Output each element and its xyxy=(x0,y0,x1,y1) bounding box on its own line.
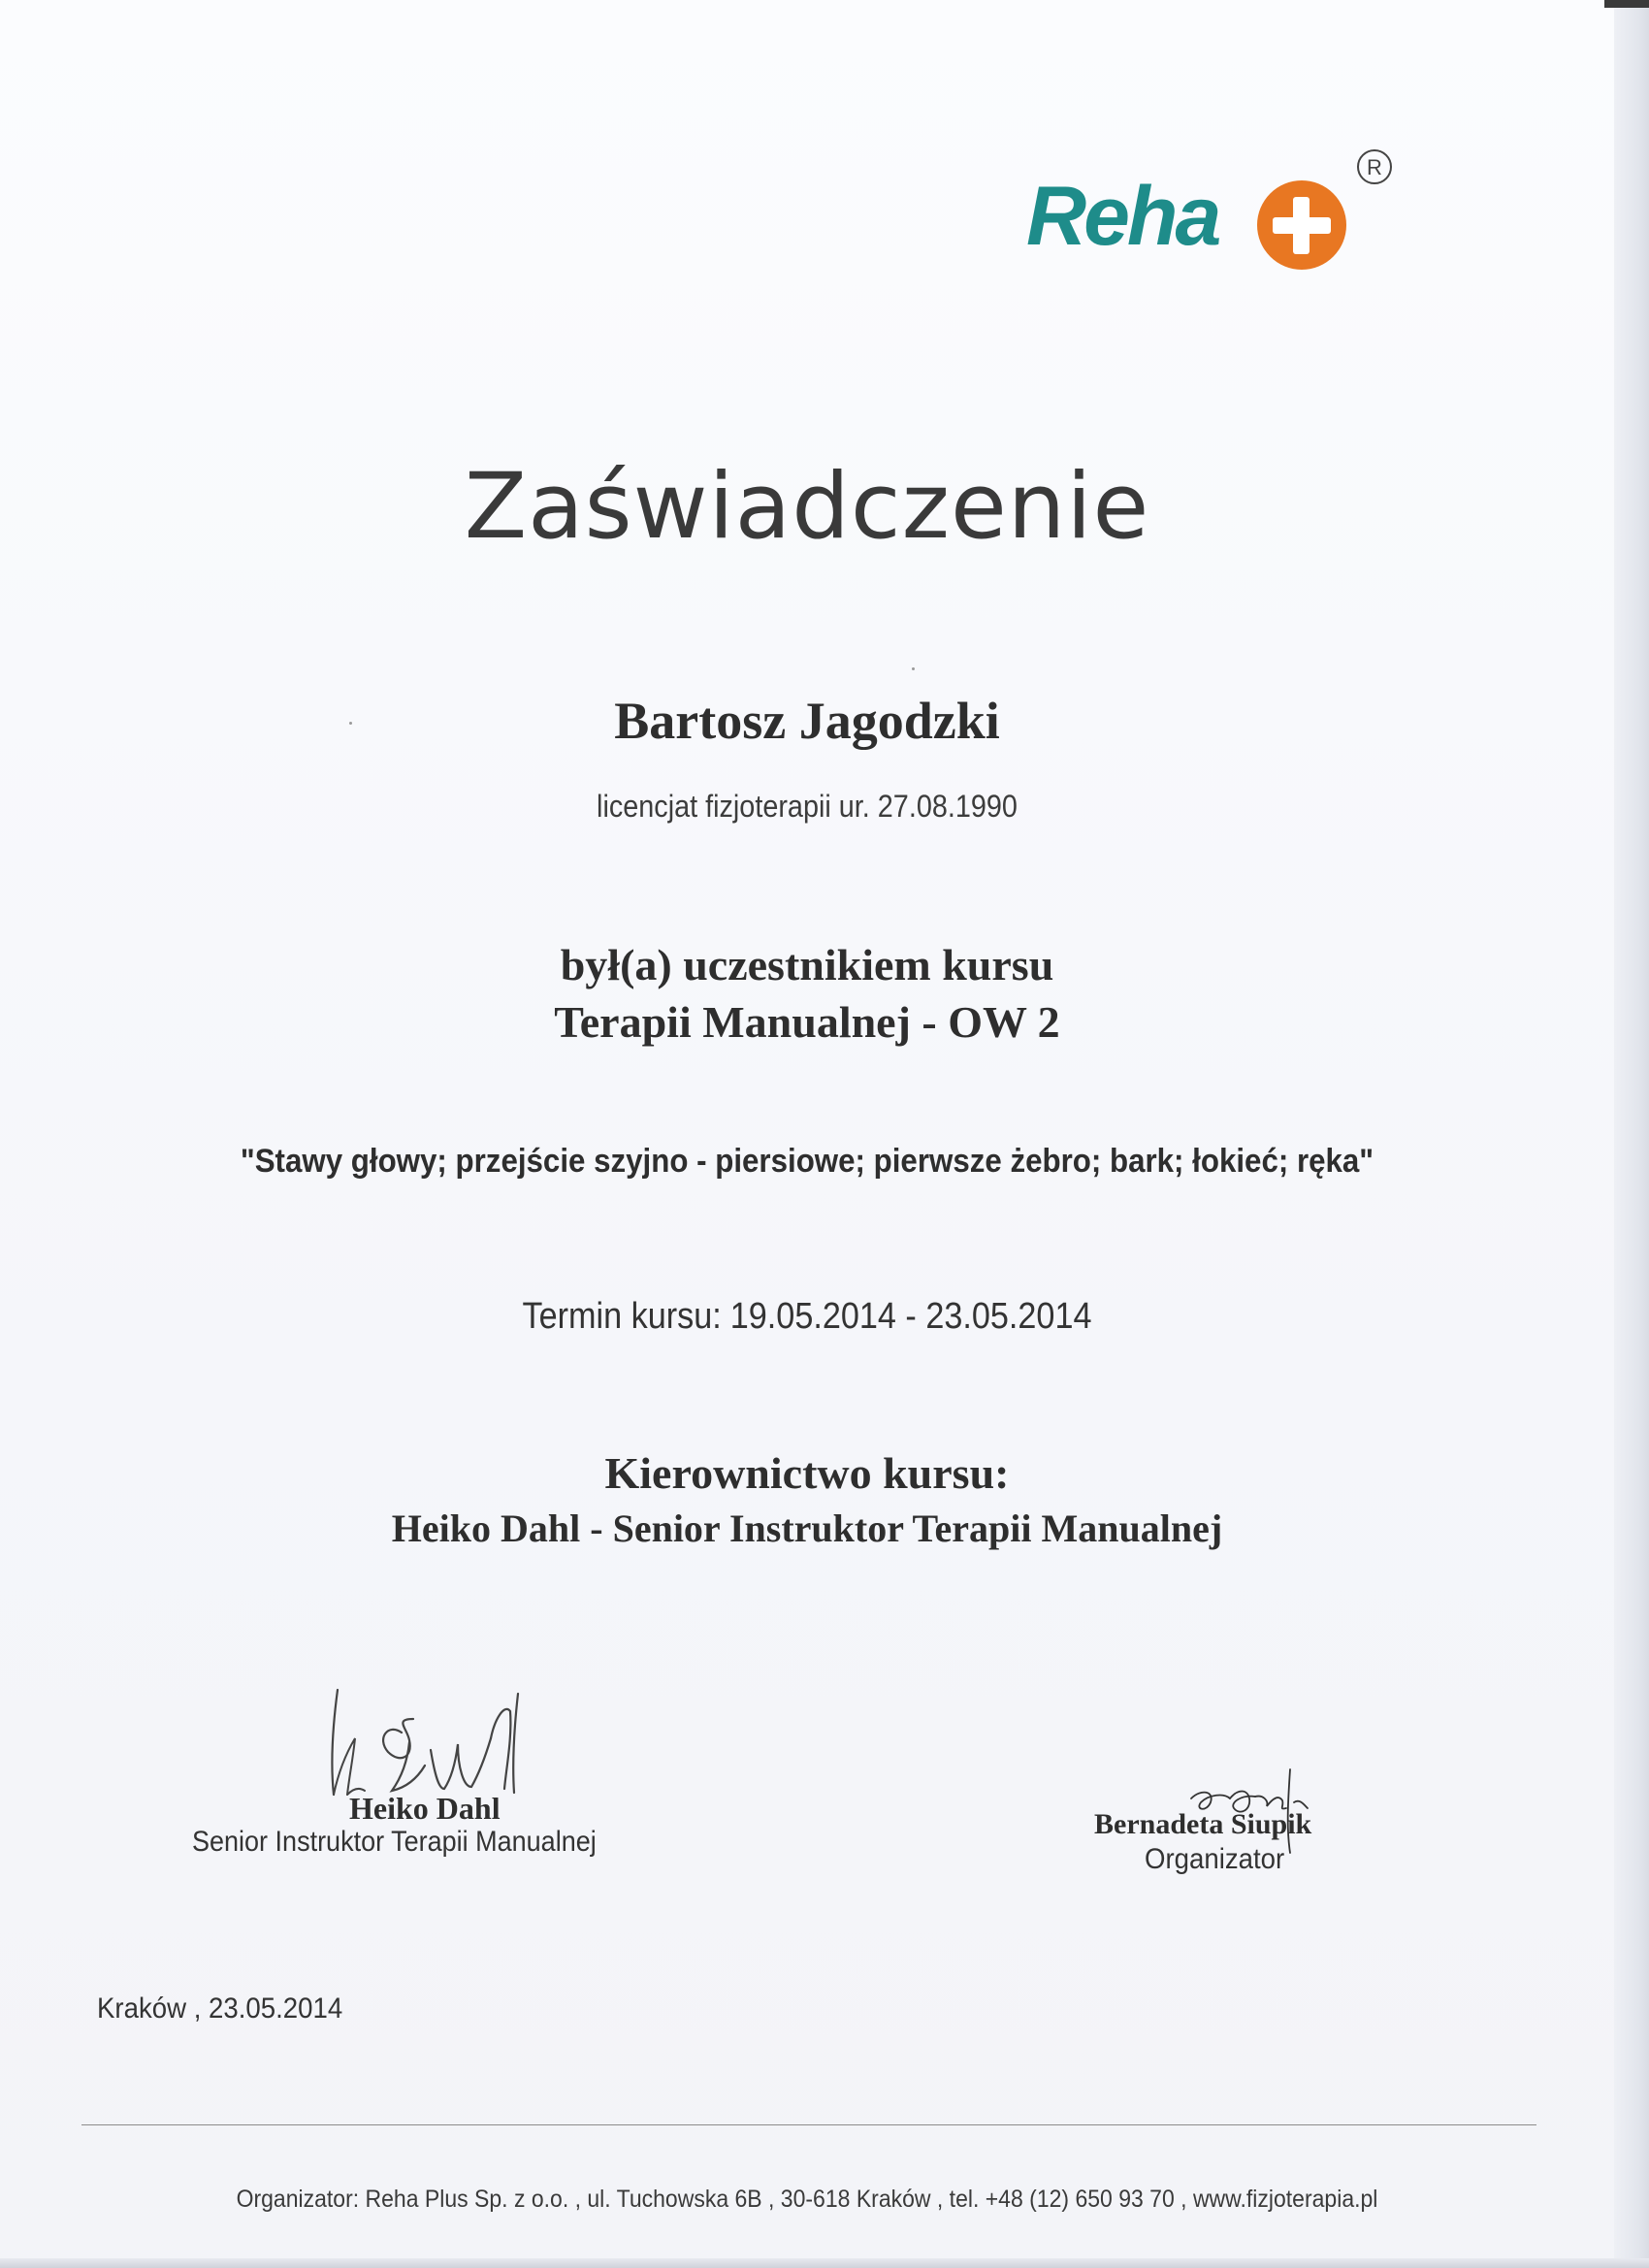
course-topics: "Stawy głowy; przejście szyjno - piersiowe; pierwsze żebro; bark; łokieć; ręka" xyxy=(240,1143,1374,1180)
signer-right-name: Bernadeta Siupik xyxy=(1094,1808,1312,1840)
signer-right-role: Organizator xyxy=(1145,1843,1285,1875)
scan-edge-top xyxy=(1604,0,1649,8)
leadership-label: Kierownictwo kursu: xyxy=(604,1448,1010,1498)
reha-plus-logo xyxy=(1022,147,1401,274)
term-dates: 19.05.2014 - 23.05.2014 xyxy=(729,1296,1092,1337)
course-term xyxy=(81,1296,1534,1338)
footer-divider xyxy=(81,2124,1536,2125)
svg-text:Reha: Reha xyxy=(1026,170,1219,263)
scan-speck xyxy=(912,667,915,670)
footer-organizer-info: Organizator: Reha Plus Sp. z o.o. , ul. Tuchowska 6B , 30-618 Kraków , tel. +48 (12) 650 93 70 , www.fizjoterapia.pl xyxy=(236,2186,1378,2213)
course-name: Terapii Manualnej - OW 2 xyxy=(554,997,1060,1047)
signer-left-role: Senior Instruktor Terapii Manualnej xyxy=(192,1826,597,1858)
scan-edge-right xyxy=(1614,0,1649,2268)
recipient-description: licencjat fizjoterapii ur. 27.08.1990 xyxy=(597,789,1018,824)
scan-speck xyxy=(349,722,352,725)
signer-left-name: Heiko Dahl xyxy=(349,1791,501,1826)
term-label: Termin kursu: xyxy=(522,1296,722,1337)
leadership-person: Heiko Dahl - Senior Instruktor Terapii Manualnej xyxy=(391,1507,1223,1550)
registered-mark: R xyxy=(1367,155,1382,179)
place-and-date: Kraków , 23.05.2014 xyxy=(97,1993,343,2025)
recipient-name: Bartosz Jagodzki xyxy=(614,692,1000,750)
certificate-title: Zaświadczenie xyxy=(464,454,1150,560)
scan-edge-bottom xyxy=(0,2258,1649,2268)
participation-line: był(a) uczestnikiem kursu xyxy=(560,940,1054,989)
